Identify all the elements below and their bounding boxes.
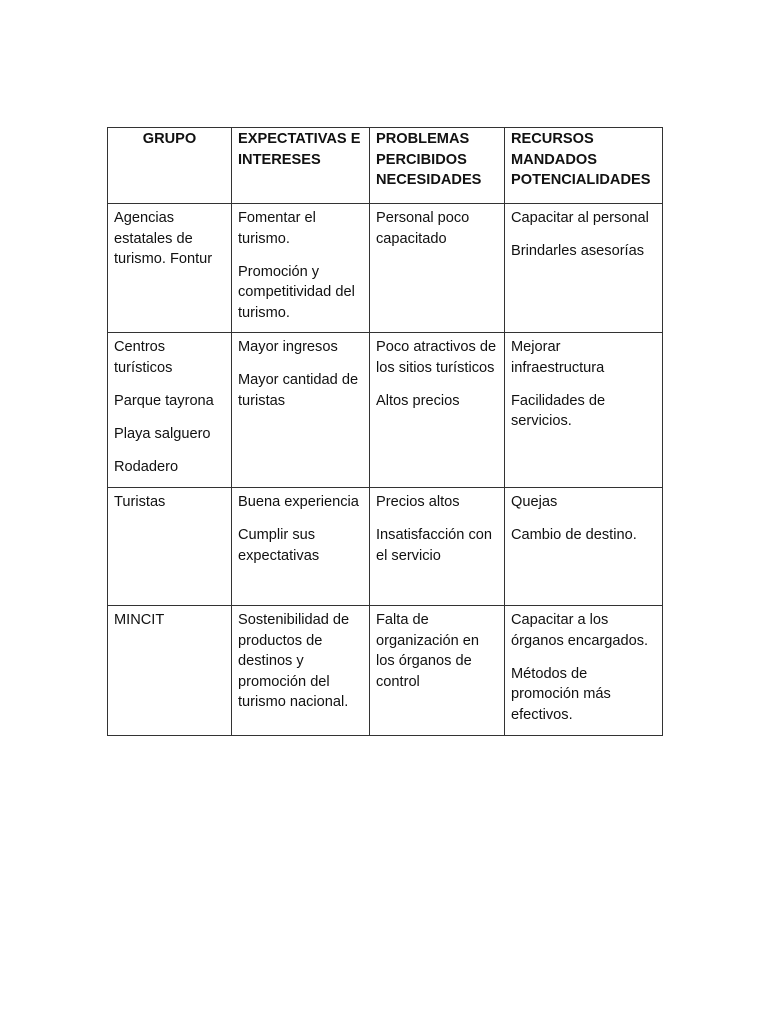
- cell-paragraph: Personal poco capacitado: [376, 210, 470, 247]
- cell-paragraph: Playa salguero: [114, 425, 211, 442]
- cell-problemas: [370, 204, 505, 333]
- cell-paragraph: Sostenibilidad de productos de destinos y promoción del turismo nacional.: [238, 612, 350, 711]
- cell-grupo: [108, 606, 232, 736]
- cell-paragraph: Cumplir sus expectativas: [238, 527, 320, 564]
- cell-paragraph: Centros turísticos: [114, 339, 173, 376]
- cell-paragraph: Poco atractivos de los sitios turísticos: [376, 339, 497, 376]
- table-row: [108, 204, 663, 333]
- header-expectativas: EXPECTATIVAS E INTERESES: [232, 128, 370, 204]
- cell-grupo: [108, 488, 232, 606]
- cell-recursos: [505, 333, 663, 488]
- cell-problemas: [370, 606, 505, 736]
- cell-paragraph: MINCIT: [114, 612, 165, 628]
- table-row: [108, 606, 663, 736]
- cell-paragraph: Turistas: [114, 494, 166, 510]
- cell-problemas: [370, 488, 505, 606]
- cell-paragraph: Métodos de promoción más efectivos.: [511, 665, 611, 723]
- cell-paragraph: Insatisfacción con el servicio: [376, 527, 493, 564]
- cell-expectativas: [232, 333, 370, 488]
- cell-paragraph: Brindarles asesorías: [511, 243, 645, 260]
- cell-paragraph: Promoción y competitividad del turismo.: [238, 263, 355, 321]
- cell-paragraph: Mayor ingresos: [238, 339, 338, 355]
- cell-paragraph: Mejorar infraestructura: [511, 339, 605, 376]
- cell-paragraph: Falta de organización en los órganos de control: [376, 612, 480, 690]
- cell-paragraph: Capacitar a los órganos encargados.: [511, 612, 649, 649]
- cell-paragraph: Quejas: [511, 494, 558, 510]
- header-grupo: GRUPO: [108, 128, 232, 204]
- cell-paragraph: Parque tayrona: [114, 392, 214, 409]
- cell-paragraph: Buena experiencia: [238, 494, 359, 510]
- cell-recursos: [505, 488, 663, 606]
- cell-grupo: [108, 333, 232, 488]
- stakeholder-table: [107, 127, 663, 736]
- cell-expectativas: [232, 488, 370, 606]
- header-problemas: PROBLEMAS PERCIBIDOS NECESIDADES: [370, 128, 505, 204]
- cell-problemas: [370, 333, 505, 488]
- cell-expectativas: [232, 606, 370, 736]
- cell-recursos: [505, 606, 663, 736]
- cell-grupo: [108, 204, 232, 333]
- table-row: [108, 333, 663, 488]
- cell-paragraph: Fomentar el turismo.: [238, 210, 316, 247]
- cell-paragraph: Agencias estatales de turismo. Fontur: [114, 210, 213, 268]
- cell-expectativas: [232, 204, 370, 333]
- cell-paragraph: Capacitar al personal: [511, 210, 649, 226]
- cell-recursos: [505, 204, 663, 333]
- table-header-row: [108, 128, 663, 204]
- cell-paragraph: Precios altos: [376, 494, 460, 510]
- cell-paragraph: Facilidades de servicios.: [511, 392, 606, 430]
- cell-paragraph: Altos precios: [376, 392, 460, 409]
- cell-paragraph: Rodadero: [114, 458, 179, 475]
- table-row: [108, 488, 663, 606]
- cell-paragraph: Cambio de destino.: [511, 527, 637, 544]
- cell-paragraph: Mayor cantidad de turistas: [238, 372, 359, 409]
- header-recursos: RECURSOS MANDADOS POTENCIALIDADES: [505, 128, 663, 204]
